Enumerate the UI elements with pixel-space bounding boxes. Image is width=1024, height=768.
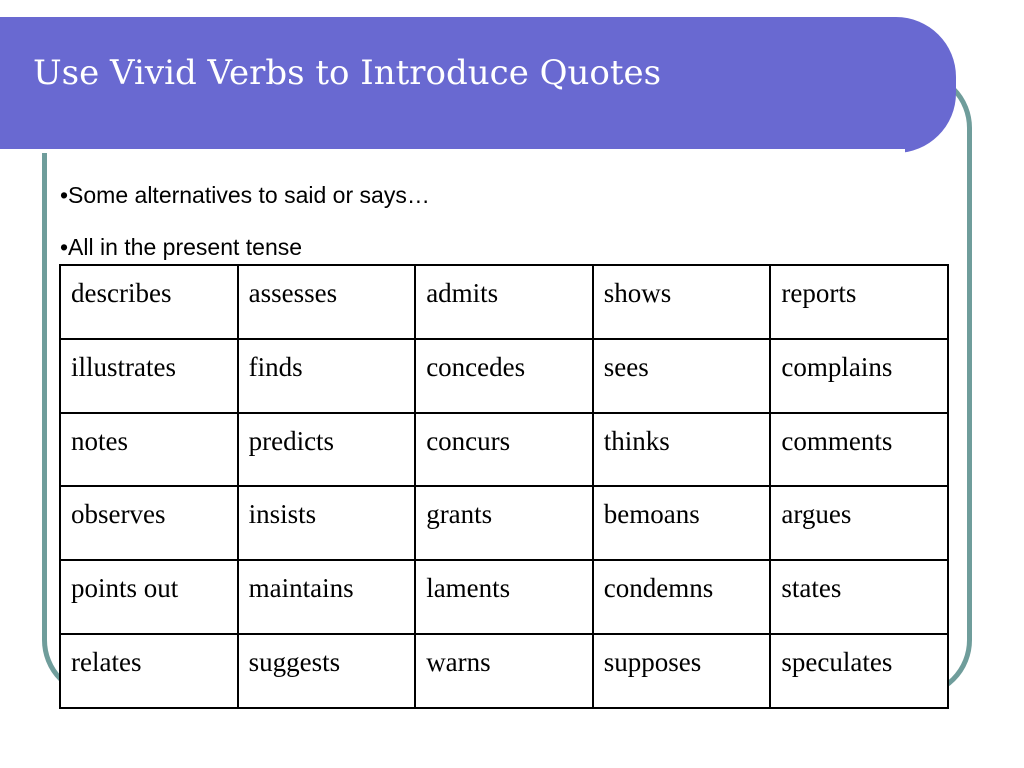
table-cell: illustrates — [60, 339, 238, 413]
bullet-alternatives: •Some alternatives to said or says… — [60, 182, 430, 208]
table-cell: grants — [415, 486, 593, 560]
table-cell: concedes — [415, 339, 593, 413]
verb-table — [59, 264, 949, 709]
table-cell: supposes — [593, 634, 771, 708]
table-cell: comments — [770, 413, 948, 487]
table-cell: finds — [238, 339, 416, 413]
table-cell: relates — [60, 634, 238, 708]
table-cell: thinks — [593, 413, 771, 487]
table-cell: predicts — [238, 413, 416, 487]
title-underline — [0, 149, 905, 153]
slide-title: Use Vivid Verbs to Introduce Quotes — [33, 53, 662, 93]
table-row — [60, 339, 948, 413]
table-cell: describes — [60, 265, 238, 339]
table-cell: insists — [238, 486, 416, 560]
table-cell: reports — [770, 265, 948, 339]
table-cell: complains — [770, 339, 948, 413]
table-row — [60, 634, 948, 708]
table-cell: condemns — [593, 560, 771, 634]
table-cell: maintains — [238, 560, 416, 634]
table-cell: suggests — [238, 634, 416, 708]
table-cell: concurs — [415, 413, 593, 487]
bullet-present-tense: •All in the present tense — [60, 234, 303, 260]
table-cell: bemoans — [593, 486, 771, 560]
table-cell: notes — [60, 413, 238, 487]
table-row — [60, 413, 948, 487]
table-cell: argues — [770, 486, 948, 560]
table-cell: laments — [415, 560, 593, 634]
table-cell: points out — [60, 560, 238, 634]
table-cell: observes — [60, 486, 238, 560]
table-cell: admits — [415, 265, 593, 339]
table-cell: sees — [593, 339, 771, 413]
table-cell: shows — [593, 265, 771, 339]
table-cell: warns — [415, 634, 593, 708]
table-row — [60, 265, 948, 339]
table-row — [60, 486, 948, 560]
table-cell: speculates — [770, 634, 948, 708]
table-cell: assesses — [238, 265, 416, 339]
table-row — [60, 560, 948, 634]
table-cell: states — [770, 560, 948, 634]
